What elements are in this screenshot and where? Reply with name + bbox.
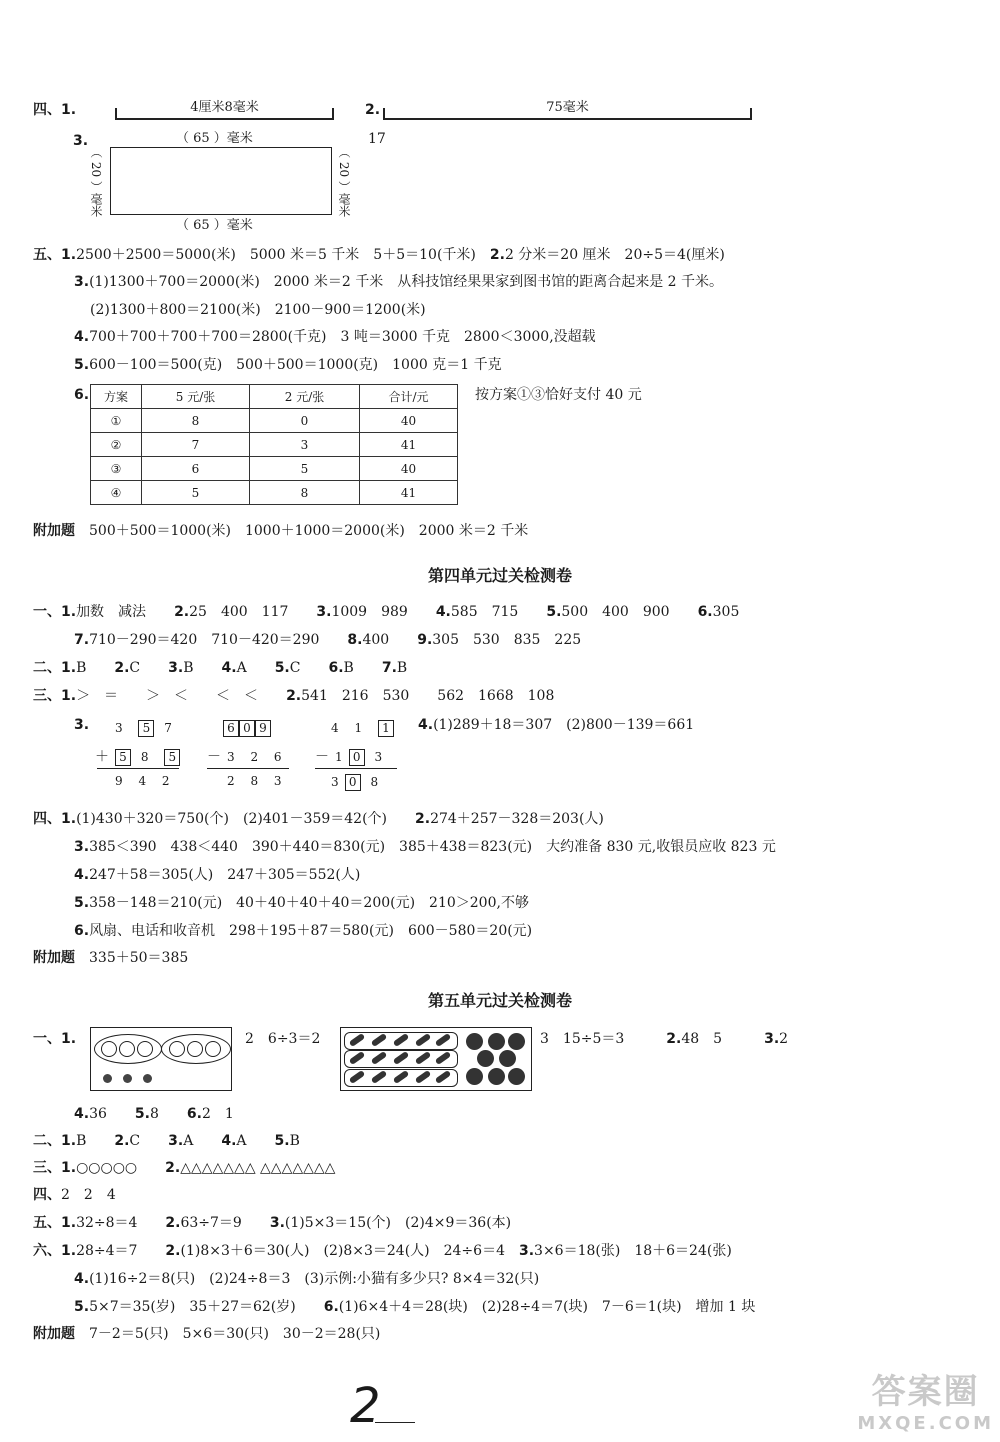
difference-line	[207, 768, 289, 769]
question-number: 2.	[114, 660, 130, 676]
answer-text: 358－148＝210(元) 40＋40＋40＋40＝200(元) 210＞200,不够	[89, 895, 529, 911]
answer-text: ＞ ＝ ＞ ＜ ＜ ＜	[76, 688, 259, 704]
question-number: 3.	[168, 1133, 184, 1149]
digit: 3	[115, 721, 129, 735]
answer-line	[33, 1186, 116, 1204]
rect-bottom-label: （ 65 ）毫米	[176, 218, 253, 233]
question-number: 5.	[274, 660, 290, 676]
answer-text: 48 5	[681, 1031, 723, 1047]
answer-text: 风扇、电话和收音机 298＋195＋87＝580(元) 600－580＝20(元)	[89, 923, 533, 939]
question-number: 二、1.	[33, 1133, 77, 1149]
question-number: 四、1.	[33, 811, 77, 827]
answer-text: 7－2＝5(只) 5×6＝30(只) 30－2＝28(只)	[89, 1326, 381, 1342]
vertical-subtraction	[313, 716, 403, 796]
table-row	[91, 433, 458, 457]
strawberry-icon	[143, 1074, 152, 1083]
answer-text: 2	[779, 1031, 789, 1047]
result: 2 8 3	[227, 774, 288, 788]
question-number: 4.	[74, 867, 90, 883]
answer-line	[74, 273, 723, 291]
minus-sign: －	[207, 749, 227, 765]
filled-box: 6	[223, 720, 239, 737]
digits: 3 2 6	[227, 750, 288, 764]
table-cell: ②	[91, 433, 142, 457]
page-number: 2	[350, 1378, 381, 1434]
question-number: 3.	[168, 660, 184, 676]
answer-text: 335＋50＝385	[89, 950, 189, 966]
bonus-line	[33, 1325, 380, 1343]
table-header-cell: 方案	[91, 385, 142, 409]
table-cell: 8	[142, 409, 250, 433]
bonus-label: 附加题	[33, 950, 75, 966]
question-number: 6.	[74, 387, 90, 403]
q4-1-number: 四、1.	[33, 102, 77, 118]
question-number: 8.	[347, 632, 363, 648]
tomato-icon	[508, 1033, 525, 1050]
question-number: 2.	[666, 1031, 682, 1047]
question-number: 3.	[269, 1215, 285, 1231]
digit: 1	[335, 750, 349, 764]
answer-text: 2 分米＝20 厘米 20÷5＝4(厘米)	[504, 247, 725, 263]
filled-box: 0	[345, 774, 361, 791]
answer-text: B	[289, 1133, 300, 1149]
table-header-cell: 5 元/张	[142, 385, 250, 409]
answer-text: △△△△△△△ △△△△△△△	[180, 1160, 336, 1176]
table-cell: ③	[91, 457, 142, 481]
answer-line	[33, 1159, 335, 1177]
answer-text: 32÷8＝4	[76, 1215, 138, 1231]
minus-sign: －	[315, 749, 335, 765]
answer-text: 710－290＝420 710－420＝290	[89, 632, 320, 648]
question-number: 六、1.	[33, 1243, 77, 1259]
answer-text: 加数 减法	[76, 604, 147, 620]
question-number: 7.	[381, 660, 397, 676]
question-number: 4.	[435, 604, 451, 620]
rect-top-label: （ 65 ）毫米	[176, 131, 253, 146]
question-number: 五、1.	[33, 247, 77, 263]
question-number: 4.	[74, 1271, 90, 1287]
vertical-subtraction	[205, 716, 295, 796]
apples-picture	[90, 1027, 232, 1091]
bonus-label: 附加题	[33, 1326, 75, 1342]
answer-text: (1)6×4＋4＝28(块) (2)28÷4＝7(块) 7－6＝1(块) 增加 1 块	[338, 1299, 756, 1315]
question-number: 三、1.	[33, 688, 77, 704]
answer-text: 500 400 900	[561, 604, 670, 620]
table-cell: 7	[142, 433, 250, 457]
question-number: 6.	[186, 1106, 202, 1122]
answer-line	[74, 356, 502, 374]
ruler-75mm	[383, 100, 752, 120]
question-number: 3.	[316, 604, 332, 620]
answer-line	[74, 922, 532, 940]
question-number: 一、1.	[33, 1031, 77, 1047]
unit5-title: 第五单元过关检测卷	[427, 991, 572, 1010]
table-row	[91, 481, 458, 505]
tomato-icon	[488, 1068, 505, 1085]
page-number-underline	[375, 1422, 415, 1423]
payment-plan-table	[90, 384, 458, 505]
apple-icon	[205, 1041, 221, 1057]
question-number: 3.	[764, 1031, 780, 1047]
answer-text: (1)5×3＝15(个) (2)4×9＝36(本)	[284, 1215, 512, 1231]
answer-text: 400	[362, 632, 390, 648]
apple-icon	[137, 1041, 153, 1057]
answer-line	[33, 603, 739, 621]
answer-text: 63÷7＝9	[180, 1215, 242, 1231]
watermark-url: MXQE.COM	[857, 1413, 994, 1434]
answer-text: A	[183, 1133, 194, 1149]
answer-line	[33, 659, 407, 677]
answer-text: 500＋500＝1000(米) 1000＋1000＝2000(米) 2000 米＝2 千米	[89, 523, 529, 539]
unit4-title: 第四单元过关检测卷	[427, 566, 572, 585]
filled-box: 5	[138, 720, 154, 737]
question-number: 三、1.	[33, 1160, 77, 1176]
answer-line	[33, 1214, 511, 1232]
question-number: 4.	[221, 660, 237, 676]
tomato-icon	[488, 1033, 505, 1050]
apple-icon	[187, 1041, 203, 1057]
answer-text: (1)1300＋700＝2000(米) 2000 米＝2 千米 从科技馆经果果家到图书馆的距离合起来是 2 千米。	[89, 274, 724, 290]
answer-text: B	[183, 660, 194, 676]
question-number: 3.	[74, 274, 90, 290]
answer-text: 36	[89, 1106, 107, 1122]
table-cell: 40	[360, 409, 458, 433]
table-note: 按方案①③恰好支付 40 元	[475, 387, 642, 403]
question-number: 3.	[74, 839, 90, 855]
answer-text: 2 6÷3＝2	[245, 1031, 321, 1047]
question-number: 5.	[134, 1106, 150, 1122]
filled-box: 0	[239, 720, 255, 737]
tomato-icon	[477, 1050, 494, 1067]
question-number: 4.	[74, 1106, 90, 1122]
answer-text: 2 1	[201, 1106, 234, 1122]
question-number: 6.	[697, 604, 713, 620]
answer-text: 700＋700＋700＋700＝2800(千克) 3 吨＝3000 千克 2800＜3000,没超载	[89, 329, 596, 345]
question-number: 二、1.	[33, 660, 77, 676]
rect-right-label: （ 20 ）毫米	[337, 146, 351, 217]
table-cell: 41	[360, 481, 458, 505]
filled-box: 0	[349, 749, 365, 766]
table-cell: 6	[142, 457, 250, 481]
answer-line	[74, 1105, 234, 1123]
strawberry-icon	[103, 1074, 112, 1083]
digit: 1	[354, 721, 369, 735]
question-number: 5.	[274, 1133, 290, 1149]
table-cell: 3	[250, 433, 360, 457]
question-number: 5.	[74, 1299, 90, 1315]
answer-text: 8	[149, 1106, 159, 1122]
answer-text: 25 400 117	[189, 604, 289, 620]
strawberry-icon	[123, 1074, 132, 1083]
question-number: 5.	[546, 604, 562, 620]
question-number: 7.	[74, 632, 90, 648]
sum-line	[97, 768, 179, 769]
table-row	[91, 409, 458, 433]
table-cell: 41	[360, 433, 458, 457]
difference-line	[315, 768, 397, 769]
answer-line	[74, 1298, 755, 1316]
digit: 4	[331, 721, 345, 735]
filled-box: 5	[164, 749, 180, 766]
answer-text: A	[236, 1133, 247, 1149]
answer-text: 3×6＝18(张) 18＋6＝24(张)	[534, 1243, 732, 1259]
question-number: 2.	[165, 1215, 181, 1231]
answer-line	[540, 1030, 788, 1048]
rectangle-figure	[110, 147, 332, 215]
peppers-picture	[340, 1027, 532, 1091]
answer-line	[74, 328, 596, 346]
answer-text: 2 2 4	[61, 1187, 116, 1203]
q4-2-number: 2.	[365, 102, 381, 118]
question-number: 3.	[74, 717, 90, 733]
answer-text: (1)8×3＋6＝30(人) (2)8×3＝24(人) 24÷6＝4	[180, 1243, 505, 1259]
ruler-label: 75毫米	[546, 100, 589, 115]
table-cell: 5	[142, 481, 250, 505]
answer-text: 305	[712, 604, 740, 620]
plus-sign: ＋	[95, 749, 115, 765]
answer-text: 305 530 835 225	[432, 632, 582, 648]
question-number: 5.	[74, 895, 90, 911]
question-number: 2.	[489, 247, 505, 263]
answer-text: 247＋58＝305(人) 247＋305＝552(人)	[89, 867, 361, 883]
answer-line	[33, 810, 604, 828]
question-number: 五、1.	[33, 1215, 77, 1231]
tomato-icon	[499, 1050, 516, 1067]
q4-3-number: 3.	[73, 133, 89, 149]
answer-line: (2)1300＋800＝2100(米) 2100－900＝1200(米)	[90, 302, 426, 318]
answer-text: (1)430＋320＝750(个) (2)401－359＝42(个)	[76, 811, 387, 827]
answer-text: 2500＋2500＝5000(米) 5000 米＝5 千米 5＋5＝10(千米)	[76, 247, 476, 263]
answer-text: 600－100＝500(克) 500＋500＝1000(克) 1000 克＝1 千克	[89, 357, 502, 373]
question-number: 2.	[165, 1243, 181, 1259]
answer-line	[33, 246, 725, 264]
answer-text: 541 216 530 562 1668 108	[301, 688, 555, 704]
tomato-icon	[466, 1068, 483, 1085]
apple-icon	[101, 1041, 117, 1057]
answer-text: 385＜390 438＜440 390＋440＝830(元) 385＋438＝823(元) 大约准备 830 元,收银员应收 823 元	[89, 839, 776, 855]
table-row	[91, 457, 458, 481]
answer-line	[74, 894, 529, 912]
tomato-icon	[466, 1033, 483, 1050]
digit: 3	[374, 750, 389, 764]
answer-line	[418, 716, 694, 734]
digit: 3	[331, 775, 345, 789]
answer-text: (1)16÷2＝8(只) (2)24÷8＝3 (3)示例:小猫有多少只? 8×4＝32(只)	[89, 1271, 540, 1287]
table-cell: 40	[360, 457, 458, 481]
answer-text: C	[289, 660, 301, 676]
filled-box: 9	[255, 720, 271, 737]
question-number: 6.	[74, 923, 90, 939]
answer-text: 3 15÷5＝3	[540, 1031, 625, 1047]
ruler-label: 4厘米8毫米	[190, 100, 259, 115]
question-number: 6.	[328, 660, 344, 676]
table-cell: ④	[91, 481, 142, 505]
answer-line	[74, 631, 581, 649]
question-number: 4.	[74, 329, 90, 345]
watermark	[857, 1364, 994, 1434]
table-cell: ①	[91, 409, 142, 433]
table-header-cell: 2 元/张	[250, 385, 360, 409]
question-number: 2.	[174, 604, 190, 620]
watermark-logo: 答案圈	[871, 1372, 980, 1412]
answer-text: (1)289＋18＝307 (2)800－139＝661	[433, 717, 695, 733]
apple-icon	[169, 1041, 185, 1057]
table-header-row	[91, 385, 458, 409]
answer-text: B	[396, 660, 408, 676]
answer-line	[74, 866, 360, 884]
answer-text: ○○○○○	[76, 1160, 138, 1176]
question-number: 6.	[323, 1299, 339, 1315]
answer-text: 28÷4＝7	[76, 1243, 138, 1259]
question-number: 4.	[221, 1133, 237, 1149]
answer-line	[33, 1242, 732, 1260]
perimeter-value: 17	[368, 131, 386, 147]
table-cell: 8	[250, 481, 360, 505]
table-cell: 5	[250, 457, 360, 481]
bonus-line	[33, 949, 188, 967]
answer-text: B	[343, 660, 354, 676]
table-header-cell: 合计/元	[360, 385, 458, 409]
answer-text: 5×7＝35(岁) 35＋27＝62(岁)	[89, 1299, 296, 1315]
answer-text: 274＋257－328＝203(人)	[430, 811, 604, 827]
bonus-line	[33, 522, 528, 540]
rect-left-label: （ 20 ）毫米	[89, 146, 103, 217]
question-number: 2.	[286, 688, 302, 704]
table-cell: 0	[250, 409, 360, 433]
question-number: 一、1.	[33, 604, 77, 620]
answer-text: B	[76, 1133, 87, 1149]
answer-line	[33, 1132, 300, 1150]
question-number: 2.	[114, 1133, 130, 1149]
filled-box: 5	[115, 749, 131, 766]
answer-text: 1009 989	[331, 604, 408, 620]
answer-line	[74, 838, 776, 856]
digit: 8	[140, 750, 155, 764]
question-number: 2.	[165, 1160, 181, 1176]
question-number: 3.	[518, 1243, 535, 1259]
answer-text: C	[129, 1133, 141, 1149]
digit: 8	[370, 775, 385, 789]
answer-text: C	[129, 660, 141, 676]
question-number: 9.	[417, 632, 433, 648]
filled-box: 1	[378, 720, 394, 737]
question-number: 2.	[415, 811, 431, 827]
answer-line	[33, 687, 554, 705]
question-number: 四、	[33, 1187, 61, 1203]
bonus-label: 附加题	[33, 523, 75, 539]
answer-text: A	[236, 660, 247, 676]
result: 9 4 2	[115, 774, 176, 788]
question-number: 4.	[418, 717, 434, 733]
answer-text: 585 715	[450, 604, 519, 620]
vertical-addition	[95, 716, 185, 796]
question-number: 5.	[74, 357, 90, 373]
apple-icon	[119, 1041, 135, 1057]
tomato-icon	[508, 1068, 525, 1085]
ruler-4cm8mm	[115, 100, 334, 120]
answer-line	[74, 1270, 539, 1288]
answer-text: B	[76, 660, 87, 676]
digit: 7	[164, 721, 178, 735]
